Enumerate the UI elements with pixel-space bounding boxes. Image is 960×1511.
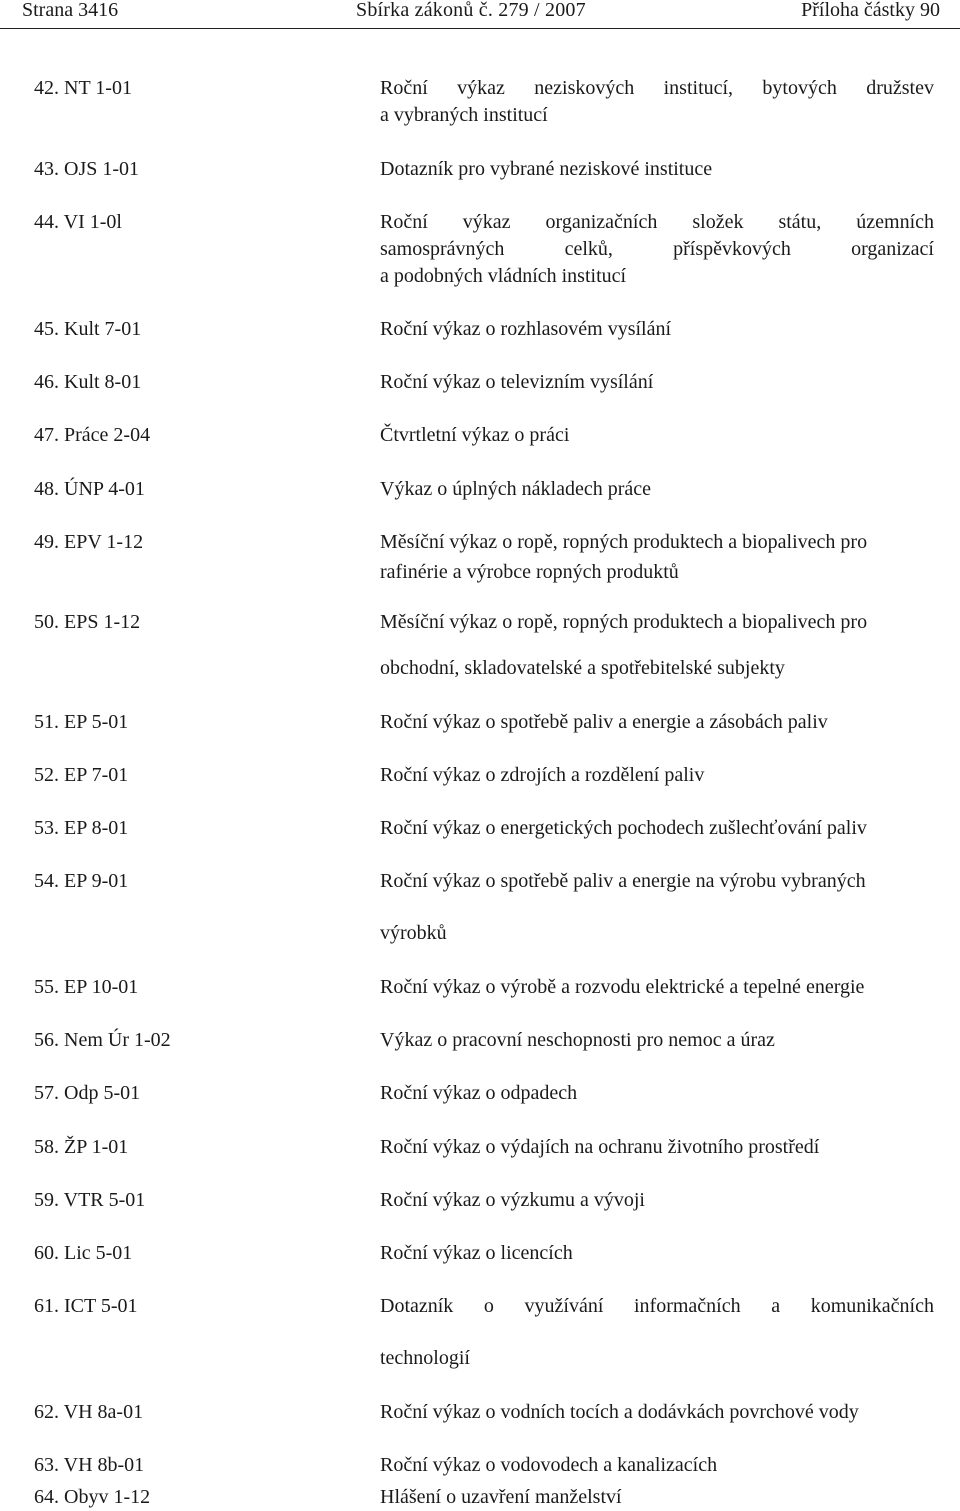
header-divider [0, 28, 960, 29]
report-title-line: Výkaz o pracovní neschopnosti pro nemoc a úraz [380, 1029, 775, 1051]
report-title-line: rafinérie a výrobce ropných produktů [380, 561, 679, 583]
report-title-line: Roční výkaz o výrobě a rozvodu elektrické a tepelné energie [380, 976, 865, 998]
report-title-line: Dotazník o využívání informačních a komunikačních [380, 1295, 934, 1317]
report-code: 45. Kult 7-01 [34, 318, 142, 340]
report-code: 44. VI 1-0l [34, 211, 122, 233]
report-code: 53. EP 8-01 [34, 817, 129, 839]
report-title-line: a vybraných institucí [380, 104, 548, 126]
report-code: 51. EP 5-01 [34, 711, 129, 733]
report-title-line: Roční výkaz o výzkumu a vývoji [380, 1189, 645, 1211]
report-code: 52. EP 7-01 [34, 764, 129, 786]
report-title-line: Výkaz o úplných nákladech práce [380, 478, 651, 500]
report-title-line: Roční výkaz o licencích [380, 1242, 573, 1264]
report-code: 54. EP 9-01 [34, 870, 129, 892]
report-title-line: Roční výkaz o spotřebě paliv a energie a zásobách paliv [380, 711, 828, 733]
report-code: 59. VTR 5-01 [34, 1189, 146, 1211]
report-title-line: Roční výkaz o televizním vysílání [380, 371, 654, 393]
report-title-line: výrobků [380, 922, 447, 944]
report-code: 55. EP 10-01 [34, 976, 139, 998]
report-title-line: Měsíční výkaz o ropě, ropných produktech a biopalivech pro [380, 611, 868, 633]
report-title-line: Roční výkaz o spotřebě paliv a energie na výrobu vybraných [380, 870, 866, 892]
report-code: 49. EPV 1-12 [34, 531, 144, 553]
page-header [0, 0, 960, 26]
report-title-line: samosprávných celků, příspěvkových organizací [380, 238, 934, 260]
report-title-line: Čtvrtletní výkaz o práci [380, 424, 570, 446]
collection-title: Sbírka zákonů č. 279 / 2007 [356, 0, 586, 21]
report-code: 63. VH 8b-01 [34, 1454, 145, 1476]
report-title-line: Roční výkaz o odpadech [380, 1082, 578, 1104]
report-title-line: a podobných vládních institucí [380, 265, 627, 287]
report-title-line: Roční výkaz o rozhlasovém vysílání [380, 318, 672, 340]
report-code: 48. ÚNP 4-01 [34, 478, 145, 500]
report-title-line: Roční výkaz o energetických pochodech zušlechťování paliv [380, 817, 867, 839]
report-code: 57. Odp 5-01 [34, 1082, 141, 1104]
report-code: 64. Obyv 1-12 [34, 1486, 151, 1508]
report-title-line: Měsíční výkaz o ropě, ropných produktech a biopalivech pro [380, 531, 868, 553]
report-title-line: obchodní, skladovatelské a spotřebitelské subjekty [380, 657, 785, 679]
report-title-line: Hlášení o uzavření manželství [380, 1486, 622, 1508]
report-title-line: technologií [380, 1347, 470, 1369]
attachment-label: Příloha částky 90 [801, 0, 940, 21]
report-code: 46. Kult 8-01 [34, 371, 142, 393]
report-title-line: Roční výkaz o vodních tocích a dodávkách povrchové vody [380, 1401, 859, 1423]
report-code: 43. OJS 1-01 [34, 158, 140, 180]
report-code: 60. Lic 5-01 [34, 1242, 133, 1264]
report-code: 58. ŽP 1-01 [34, 1136, 129, 1158]
report-code: 61. ICT 5-01 [34, 1295, 138, 1317]
report-code: 56. Nem Úr 1-02 [34, 1029, 171, 1051]
report-code: 42. NT 1-01 [34, 77, 132, 99]
report-title-line: Roční výkaz o vodovodech a kanalizacích [380, 1454, 718, 1476]
report-title-line: Roční výkaz o výdajích na ochranu životního prostředí [380, 1136, 820, 1158]
report-title-line: Roční výkaz neziskových institucí, bytových družstev [380, 77, 934, 99]
report-code: 47. Práce 2-04 [34, 424, 151, 446]
report-title-line: Roční výkaz organizačních složek státu, územních [380, 211, 934, 233]
page-number: Strana 3416 [22, 0, 119, 21]
report-code: 50. EPS 1-12 [34, 611, 141, 633]
report-title-line: Roční výkaz o zdrojích a rozdělení paliv [380, 764, 705, 786]
report-code: 62. VH 8a-01 [34, 1401, 144, 1423]
report-title-line: Dotazník pro vybrané neziskové instituce [380, 158, 713, 180]
